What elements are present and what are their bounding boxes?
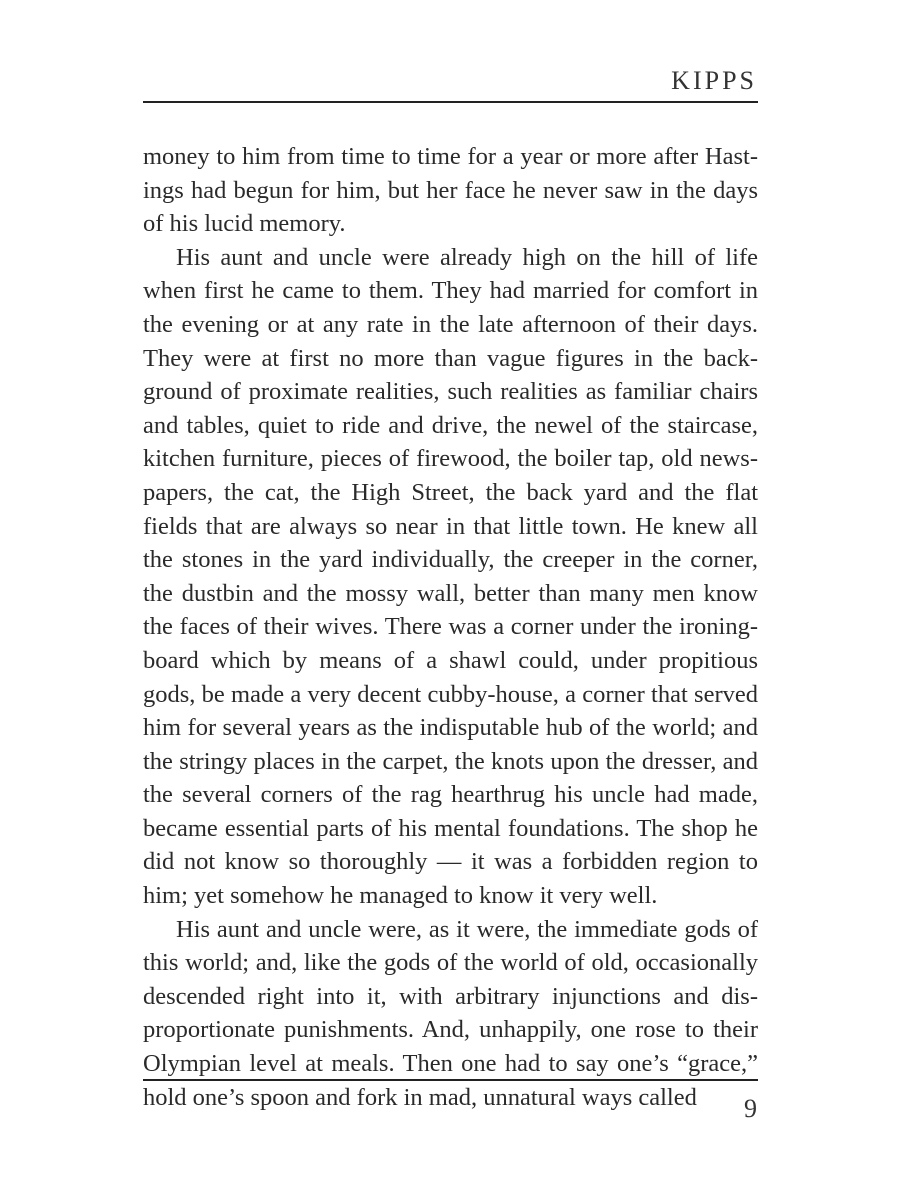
paragraph: money to him from time to time for a year or more after Hastings had begun for him, but her face he never saw in the days of his lucid memory. — [143, 143, 758, 238]
page-number: 9 — [744, 1094, 757, 1123]
body-text — [143, 140, 758, 1114]
paragraph: His aunt and uncle were already high on the hill of life when first he came to them. They had married for comfort in the evening or at any rate in the late afternoon of their days. They were at first no more than vague figures in the background of proximate realities, such realities as familiar chairs and tables, quiet to ride and drive, the newel of the staircase, kitchen furniture, pieces of firewood, the boiler tap, old newspapers, the cat, the High Street, the back yard and the flat fields that are always so near in that little town. He knew all the stones in the yard individually, the creeper in the corner, the dustbin and the mossy wall, better than many men know the faces of their wives. There was a corner under the ironing-board which by means of a shawl could, under propitious gods, be made a very decent cubby-house, a corner that served him for several years as the indisputable hub of the world; and the stringy places in the carpet, the knots upon the dresser, and the several corners of the rag hearthrug his uncle had made, became essential parts of his mental foundations. The shop he did not know so thoroughly — it was a forbidden region to him; yet somehow he managed to know it very well. — [143, 243, 758, 910]
header-rule — [143, 101, 758, 103]
footer-rule — [143, 1079, 758, 1081]
paragraph: His aunt and uncle were, as it were, the immediate gods of this world; and, like the gods of the world of old, occasionally descended right into it, with arbitrary injunctions and disproportionate punishments. And, unhappily, one rose to their Olympian level at meals. Then one had to say one’s “grace,” hold one’s spoon and fork in mad, unnatural ways called — [143, 915, 758, 1111]
running-title: KIPPS — [671, 66, 757, 95]
